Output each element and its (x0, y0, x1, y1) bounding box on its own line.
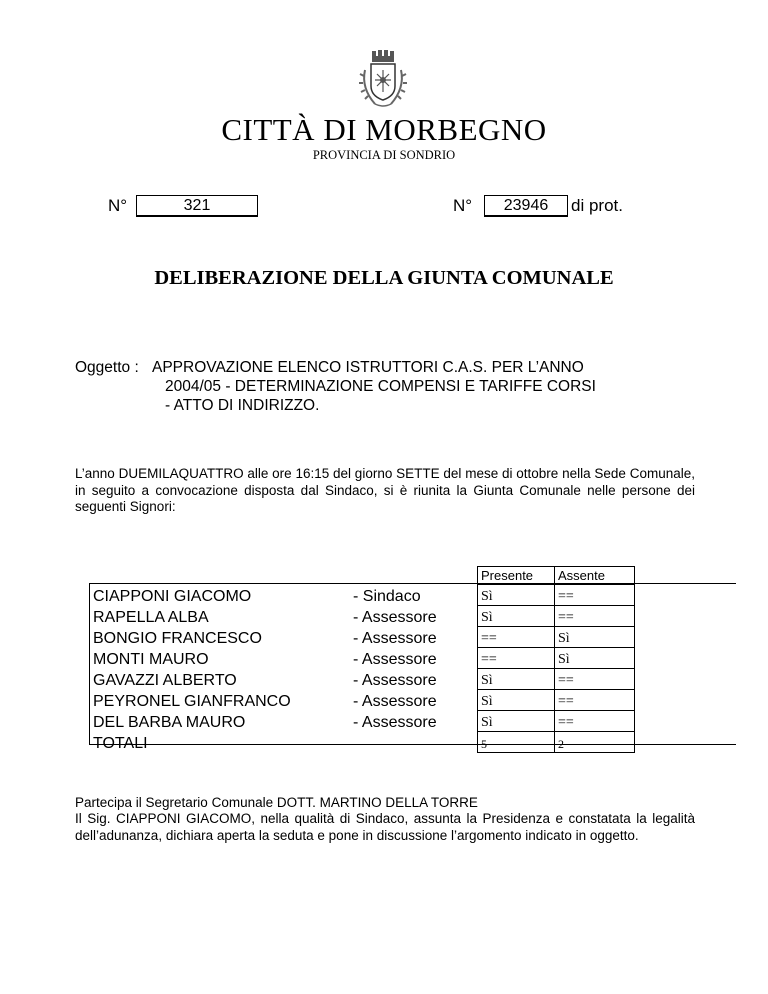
member-name: MONTI MAURO (93, 650, 209, 668)
document-title: DELIBERAZIONE DELLA GIUNTA COMUNALE (154, 267, 614, 289)
province-name: PROVINCIA DI SONDRIO (312, 148, 456, 162)
closing-paragraph: Il Sig. CIAPPONI GIACOMO, nella qualità di Sindaco, assunta la Presidenza e constatata la legalità dell’adunanza, dichiara aperta la seduta e pone in discussione l’argomento indicato in oggetto. (75, 811, 695, 843)
member-name: GAVAZZI ALBERTO (93, 671, 237, 689)
column-present-header: Presente (478, 567, 555, 585)
attendance-header-row (89, 567, 635, 585)
absent-mark: == (555, 585, 635, 606)
city-name: CITTÀ DI MORBEGNO (221, 112, 547, 147)
attendance-frame (89, 583, 736, 745)
present-mark: Sì (478, 606, 555, 627)
absent-mark: == (555, 711, 635, 732)
totals-present: 5 (478, 732, 555, 753)
secretary-line: Partecipa il Segretario Comunale DOTT. MARTINO DELLA TORRE (75, 795, 478, 810)
member-name: CIAPPONI GIACOMO (93, 587, 252, 605)
member-role: - Assessore (353, 629, 437, 647)
absent-mark: == (555, 669, 635, 690)
present-mark: Sì (478, 585, 555, 606)
protocol-number-box: 23946 (484, 195, 568, 217)
member-name: DEL BARBA MAURO (93, 713, 246, 731)
present-mark: Sì (478, 711, 555, 732)
deliberation-number-label: N° (108, 196, 128, 215)
subject-label: Oggetto : (75, 359, 139, 376)
absent-mark: == (555, 606, 635, 627)
member-name: PEYRONEL GIANFRANCO (93, 692, 291, 710)
intro-paragraph: L’anno DUEMILAQUATTRO alle ore 16:15 del giorno SETTE del mese di ottobre nella Sede Comunale, in seguito a convocazione disposta dal Sindaco, si è riunita la Giunta Comunale nelle persone dei seguenti Signori: (75, 466, 695, 514)
member-name: BONGIO FRANCESCO (93, 629, 262, 647)
totals-label: TOTALI (93, 734, 148, 752)
municipal-crest (355, 48, 411, 110)
member-role: - Sindaco (353, 587, 421, 605)
present-mark: == (478, 648, 555, 669)
subject-line-1: APPROVAZIONE ELENCO ISTRUTTORI C.A.S. PER L’ANNO (152, 359, 584, 376)
column-absent-header: Assente (555, 567, 635, 585)
present-mark: == (478, 627, 555, 648)
absent-mark: == (555, 690, 635, 711)
member-role: - Assessore (353, 692, 437, 710)
present-mark: Sì (478, 690, 555, 711)
protocol-suffix: di prot. (571, 196, 623, 215)
member-role: - Assessore (353, 713, 437, 731)
absent-mark: Sì (555, 627, 635, 648)
member-role: - Assessore (353, 608, 437, 626)
totals-absent: 2 (555, 732, 635, 753)
member-name: RAPELLA ALBA (93, 608, 209, 626)
deliberation-number-box: 321 (136, 195, 258, 217)
absent-mark: Sì (555, 648, 635, 669)
protocol-number-label: N° (453, 196, 473, 215)
member-role: - Assessore (353, 650, 437, 668)
member-role: - Assessore (353, 671, 437, 689)
subject-line-2: 2004/05 - DETERMINAZIONE COMPENSI E TARIFFE CORSI (165, 378, 596, 395)
subject-line-3: - ATTO DI INDIRIZZO. (165, 397, 320, 414)
present-mark: Sì (478, 669, 555, 690)
